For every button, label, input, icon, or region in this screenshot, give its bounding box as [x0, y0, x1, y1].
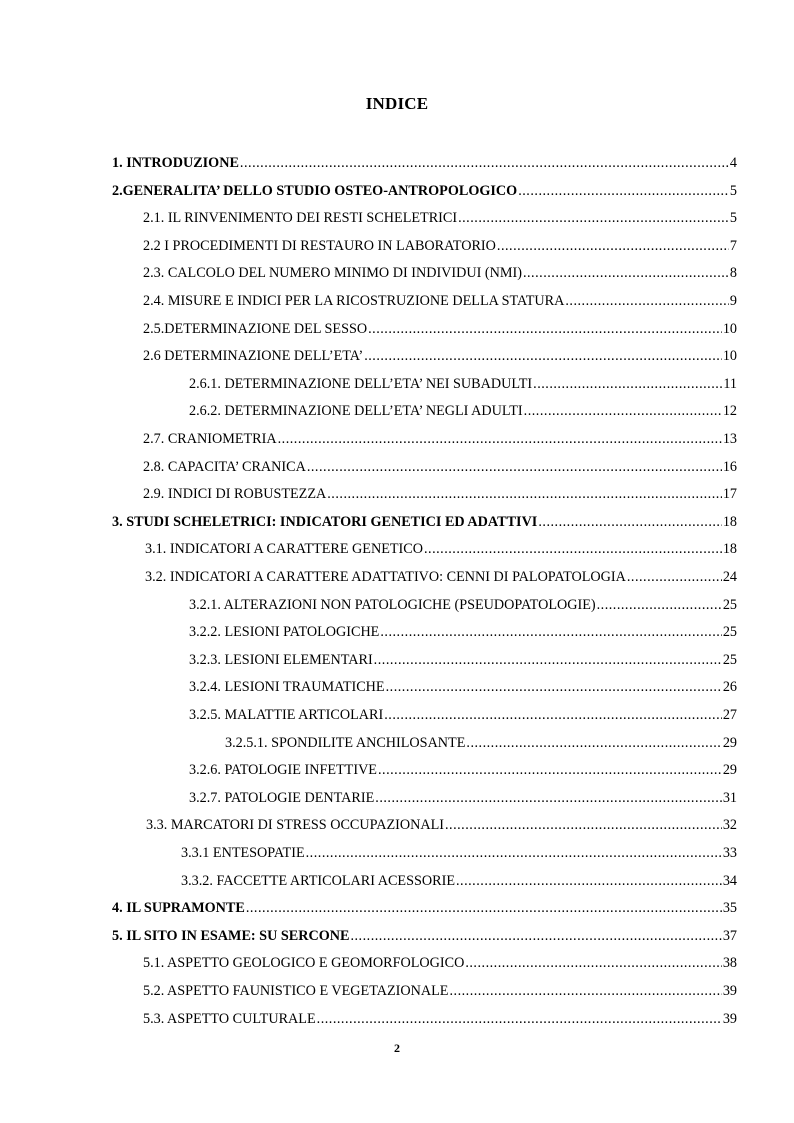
toc-leader-dots: [524, 401, 722, 421]
toc-entry-label: 3.3.2. FACCETTE ARTICOLARI ACESSORIE: [181, 872, 455, 889]
toc-leader-dots: [380, 622, 721, 642]
toc-leader-dots: [523, 263, 729, 283]
toc-entry: [112, 926, 737, 946]
toc-entry-page: 4: [729, 155, 737, 171]
toc-entry-label: 3.3. MARCATORI DI STRESS OCCUPAZIONALI: [146, 817, 444, 834]
toc-entry-page: 12: [722, 403, 737, 420]
toc-entry-label: 3.2.4. LESIONI TRAUMATICHE: [189, 679, 385, 696]
toc-entry: [225, 733, 737, 753]
toc-leader-dots: [378, 760, 722, 780]
toc-entry-label: 3.2. INDICATORI A CARATTERE ADATTATIVO: CENNI DI PALOPATOLOGIA: [145, 569, 626, 585]
toc-entry-label: 3.2.2. LESIONI PATOLOGICHE: [189, 624, 380, 641]
toc-entry: [145, 539, 737, 559]
toc-entry-label: 2.6.1. DETERMINAZIONE DELL’ETA’ NEI SUBADULTI: [189, 375, 533, 392]
toc-leader-dots: [278, 429, 722, 449]
toc-entry: [143, 484, 737, 504]
toc-entry-page: 39: [722, 983, 737, 999]
toc-leader-dots: [246, 898, 722, 918]
toc-entry: [143, 981, 737, 1001]
toc-entry-page: 25: [722, 624, 737, 641]
toc-entry-page: 7: [729, 237, 737, 254]
toc-entry: [145, 567, 737, 587]
toc-entry-page: 18: [722, 541, 737, 558]
toc-entry-label: 3.2.7. PATOLOGIE DENTARIE: [189, 789, 375, 806]
toc-entry-page: 10: [722, 320, 737, 337]
toc-entry: [143, 236, 737, 256]
toc-entry-page: 11: [723, 375, 737, 392]
toc-entry-page: 25: [722, 651, 737, 668]
toc-entry-page: 27: [722, 707, 737, 723]
toc-entry: [143, 319, 737, 339]
toc-entry-label: 3.2.6. PATOLOGIE INFETTIVE: [189, 762, 377, 779]
toc-entry-label: 1. INTRODUZIONE: [112, 155, 239, 171]
toc-leader-dots: [449, 981, 721, 1001]
toc-leader-dots: [497, 236, 729, 256]
toc-entry-label: 3.2.5.1. SPONDILITE ANCHILOSANTE: [225, 734, 466, 751]
toc-entry-page: 16: [722, 458, 737, 475]
toc-entry: [189, 595, 737, 615]
toc-entry-label: 3.3.1 ENTESOPATIE: [181, 845, 305, 861]
toc-leader-dots: [466, 733, 721, 753]
toc-entry-label: 2.2 I PROCEDIMENTI DI RESTAURO IN LABORATORIO: [143, 237, 496, 254]
toc-entry-page: 10: [722, 348, 737, 365]
toc-entry-page: 33: [722, 845, 737, 861]
toc-leader-dots: [458, 208, 729, 228]
toc-leader-dots: [364, 346, 722, 366]
toc-entry: [189, 374, 737, 394]
toc-leader-dots: [565, 291, 729, 311]
toc-leader-dots: [386, 677, 722, 697]
toc-entry-page: 35: [722, 900, 737, 917]
toc-entry-page: 18: [722, 513, 737, 530]
toc-entry: [189, 705, 737, 725]
toc-entry-label: 4. IL SUPRAMONTE: [112, 900, 245, 917]
toc-entry-label: 2.9. INDICI DI ROBUSTEZZA: [143, 486, 327, 503]
toc-leader-dots: [627, 567, 722, 587]
toc-entry-page: 29: [722, 734, 737, 751]
toc-entry-label: 3.2.1. ALTERAZIONI NON PATOLOGICHE (PSEUDOPATOLOGIE): [189, 596, 596, 613]
toc-entry: [181, 871, 737, 891]
toc-entry: [143, 291, 737, 311]
toc-entry-page: 24: [722, 569, 737, 585]
toc-leader-dots: [327, 484, 722, 504]
toc-entry-label: 2.7. CRANIOMETRIA: [143, 431, 277, 447]
toc-leader-dots: [465, 953, 721, 973]
page-number: 2: [394, 1041, 400, 1055]
toc-entry-label: 2.1. IL RINVENIMENTO DEI RESTI SCHELETRICI: [143, 210, 458, 227]
toc-leader-dots: [533, 374, 722, 394]
toc-leader-dots: [424, 539, 722, 559]
toc-leader-dots: [240, 153, 729, 173]
toc-entry-label: 5.1. ASPETTO GEOLOGICO E GEOMORFOLOGICO: [143, 955, 465, 972]
toc-entry-page: 17: [722, 486, 737, 503]
toc-leader-dots: [307, 457, 722, 477]
toc-entry-label: 3. STUDI SCHELETRICI: INDICATORI GENETICI ED ADATTIVI: [112, 513, 538, 530]
toc-entry-page: 26: [722, 679, 737, 696]
toc-entry-label: 2.4. MISURE E INDICI PER LA RICOSTRUZIONE DELLA STATURA: [143, 293, 565, 309]
toc-entry-label: 2.6.2. DETERMINAZIONE DELL’ETA’ NEGLI ADULTI: [189, 403, 523, 420]
toc-entry: [189, 650, 737, 670]
toc-leader-dots: [538, 512, 721, 532]
toc-leader-dots: [375, 788, 722, 808]
toc-entry-label: 5. IL SITO IN ESAME: SU SERCONE: [112, 927, 350, 944]
toc-leader-dots: [317, 1009, 722, 1029]
toc-entry-page: 9: [729, 293, 737, 309]
toc-entry: [112, 153, 737, 173]
toc-leader-dots: [597, 595, 722, 615]
toc-entry: [189, 677, 737, 697]
toc-entry: [189, 622, 737, 642]
toc-entry-page: 5: [729, 210, 737, 227]
toc-entry-page: 38: [722, 955, 737, 972]
toc-entry-page: 25: [722, 596, 737, 613]
toc-leader-dots: [350, 926, 721, 946]
toc-entry: [189, 788, 737, 808]
toc-entry-label: 3.1. INDICATORI A CARATTERE GENETICO: [145, 541, 423, 558]
toc-entry: [143, 429, 737, 449]
toc-leader-dots: [456, 871, 722, 891]
toc-entry-label: 2.3. CALCOLO DEL NUMERO MINIMO DI INDIVIDUI (NMI): [143, 265, 522, 282]
toc-entry-page: 37: [722, 927, 737, 944]
toc-entry: [143, 1009, 737, 1029]
toc-leader-dots: [445, 815, 722, 835]
toc-entry: [189, 401, 737, 421]
toc-entry-label: 2.GENERALITA’ DELLO STUDIO OSTEO-ANTROPOLOGICO: [112, 182, 518, 199]
toc-entry: [112, 181, 737, 201]
toc-entry-page: 13: [722, 431, 737, 447]
toc-entry: [181, 843, 737, 863]
toc-entry-page: 31: [722, 789, 737, 806]
toc-entry: [146, 815, 737, 835]
toc-entry: [112, 898, 737, 918]
toc-entry-page: 5: [729, 182, 737, 199]
toc-entry-label: 5.2. ASPETTO FAUNISTICO E VEGETAZIONALE: [143, 983, 449, 999]
toc-entry: [143, 953, 737, 973]
toc-entry-label: 5.3. ASPETTO CULTURALE: [143, 1010, 316, 1027]
toc-entry-page: 34: [722, 872, 737, 889]
toc-entry: [112, 512, 737, 532]
toc-entry: [143, 346, 737, 366]
toc-leader-dots: [374, 650, 722, 670]
toc-leader-dots: [368, 319, 722, 339]
toc-entry-label: 2.6 DETERMINAZIONE DELL’ETA’: [143, 348, 364, 365]
toc-entry: [143, 208, 737, 228]
toc-entry-label: 3.2.3. LESIONI ELEMENTARI: [189, 651, 373, 668]
toc-entry-page: 39: [722, 1010, 737, 1027]
toc-leader-dots: [518, 181, 729, 201]
toc-entry-label: 2.8. CAPACITA’ CRANICA: [143, 458, 306, 475]
toc-entry: [143, 263, 737, 283]
toc-leader-dots: [306, 843, 722, 863]
toc-entry: [143, 457, 737, 477]
page-title: INDICE: [365, 94, 429, 113]
toc-entry-page: 29: [722, 762, 737, 779]
toc-entry: [189, 760, 737, 780]
toc-entry-label: 2.5.DETERMINAZIONE DEL SESSO: [143, 320, 368, 337]
toc-entry-page: 8: [729, 265, 737, 282]
toc-leader-dots: [384, 705, 722, 725]
toc-entry-page: 32: [722, 817, 737, 834]
toc-entry-label: 3.2.5. MALATTIE ARTICOLARI: [189, 707, 384, 723]
